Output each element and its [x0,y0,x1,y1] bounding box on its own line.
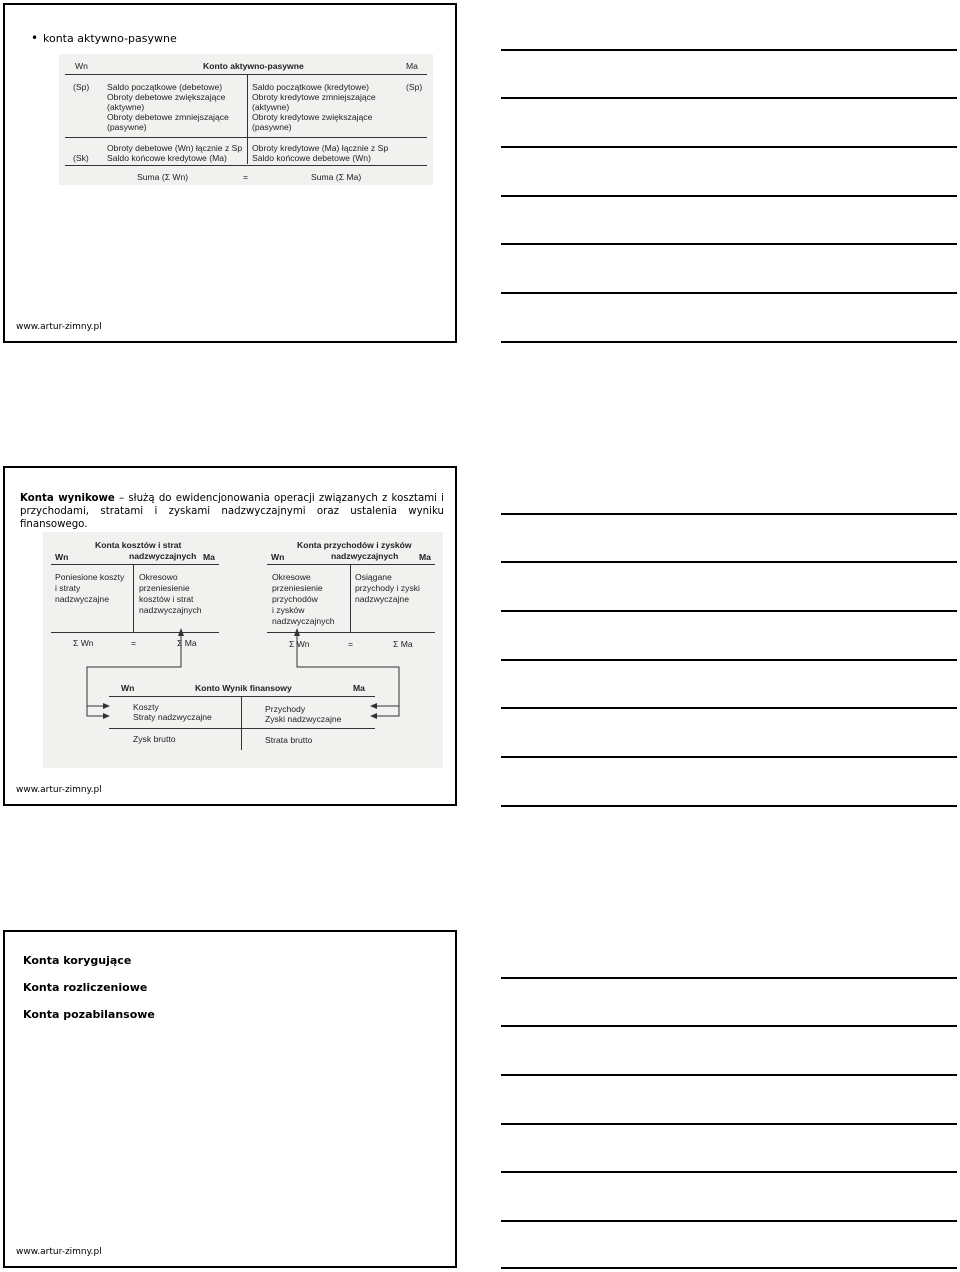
note-line [501,1074,957,1076]
revenue-title-2: nadzwyczajnych [331,551,399,561]
term-konta-wynikowe: Konta wynikowe [20,493,115,504]
note-line [501,1025,957,1027]
right-line-5: (pasywne) [252,122,292,132]
left-bottom-2: Saldo końcowe kredytowe (Ma) [107,153,227,163]
result-right-1: Przychody [265,704,306,714]
costs-right-3: kosztów i strat [139,594,194,604]
costs-left-2: i straty [55,583,81,593]
figure-konto-aktywno-pasywne [59,54,433,185]
sum-left: Suma (Σ Wn) [137,172,189,182]
list-item-konta-pozabilansowe: Konta pozabilansowe [23,1008,155,1021]
gross-loss: Strata brutto [265,735,313,745]
result-wn: Wn [121,683,135,693]
note-line [501,243,957,245]
costs-title-2: nadzwyczajnych [129,551,197,561]
revenue-left-1: Okresowe [272,572,311,582]
revenue-right-1: Osiągane [355,572,392,582]
costs-sum-ma: Σ Ma [177,638,197,648]
flow-arrows [43,532,443,768]
sp-left: (Sp) [73,82,90,92]
costs-sum-wn: Σ Wn [73,638,94,648]
slide-1 [3,3,457,343]
note-line [501,195,957,197]
sum-equals: = [243,172,249,182]
left-line-2: Obroty debetowe zwiększające [107,92,226,102]
costs-right-1: Okresowo [139,572,178,582]
note-line [501,1267,957,1269]
revenue-right-3: nadzwyczajne [355,594,409,604]
right-line-2: Obroty kredytowe zmniejszające [252,92,376,102]
note-line [501,1220,957,1222]
left-line-3: (aktywne) [107,102,145,112]
slide-3 [3,930,457,1268]
costs-left-3: nadzwyczajne [55,594,109,604]
note-line [501,805,957,807]
figure-konta-wynikowe [43,532,443,768]
revenue-right-2: przychody i zyski [355,583,420,593]
left-bottom-1: Obroty debetowe (Wn) łącznie z Sp [107,143,243,153]
revenue-left-2: przeniesienie [272,583,323,593]
revenue-sum-wn: Σ Wn [289,639,310,649]
footer-url: www.artur-zimny.pl [16,1247,102,1257]
costs-wn: Wn [55,552,69,562]
revenue-sum-ma: Σ Ma [393,639,413,649]
gross-profit: Zysk brutto [133,734,176,744]
term-description: – służą do ewidencjonowania operacji związanych z kosztami i przychodami, stratami i zyskami nadzwyczajnymi oraz ustalenia wyniku finansowego. [20,493,444,530]
note-line [501,292,957,294]
revenue-title-1: Konta przychodów i zysków [297,540,412,550]
result-title: Konto Wynik finansowy [195,683,292,693]
revenue-ma: Ma [419,552,431,562]
note-line [501,49,957,51]
result-right-2: Zyski nadzwyczajne [265,714,342,724]
costs-left-1: Poniesione koszty [55,572,125,582]
costs-equals: = [131,638,137,648]
note-line [501,513,957,515]
revenue-wn: Wn [271,552,285,562]
revenue-left-5: nadzwyczajnych [272,616,335,626]
right-line-3: (aktywne) [252,102,290,112]
list-item-konta-korygujace: Konta korygujące [23,954,132,967]
costs-right-2: przeniesienie [139,583,190,593]
revenue-left-3: przychodów [272,594,318,604]
left-line-5: (pasywne) [107,122,147,132]
note-line [501,1123,957,1125]
note-line [501,1171,957,1173]
revenue-equals: = [348,639,354,649]
result-ma: Ma [353,683,365,693]
bullet-item: • konta aktywno-pasywne [43,32,177,45]
note-line [501,756,957,758]
figure-title: Konto aktywno-pasywne [203,61,304,71]
slide-3-list [23,954,155,1035]
sp-right: (Sp) [406,82,423,92]
note-line [501,146,957,148]
ma-label: Ma [406,61,418,71]
sk-label: (Sk) [73,153,89,163]
slide-2-paragraph [20,492,444,531]
notes-lines [501,0,957,1272]
left-line-4: Obroty debetowe zmniejszające [107,112,229,122]
costs-ma: Ma [203,552,215,562]
costs-title-1: Konta kosztów i strat [95,540,182,550]
footer-url: www.artur-zimny.pl [16,785,102,795]
costs-right-4: nadzwyczajnych [139,605,202,615]
note-line [501,977,957,979]
note-line [501,707,957,709]
note-line [501,341,957,343]
wn-label: Wn [75,61,88,71]
right-bottom-2: Saldo końcowe debetowe (Wn) [252,153,371,163]
revenue-left-4: i zysków [272,605,305,615]
result-left-1: Koszty [133,702,159,712]
note-line [501,97,957,99]
list-item-konta-rozliczeniowe: Konta rozliczeniowe [23,981,148,994]
sum-right: Suma (Σ Ma) [311,172,362,182]
slide-2 [3,466,457,806]
note-line [501,659,957,661]
right-line-1: Saldo początkowe (kredytowe) [252,82,370,92]
note-line [501,561,957,563]
right-line-4: Obroty kredytowe zwiększające [252,112,373,122]
left-line-1: Saldo początkowe (debetowe) [107,82,223,92]
result-left-2: Straty nadzwyczajne [133,712,212,722]
note-line [501,610,957,612]
footer-url: www.artur-zimny.pl [16,322,102,332]
right-bottom-1: Obroty kredytowe (Ma) łącznie z Sp [252,143,389,153]
